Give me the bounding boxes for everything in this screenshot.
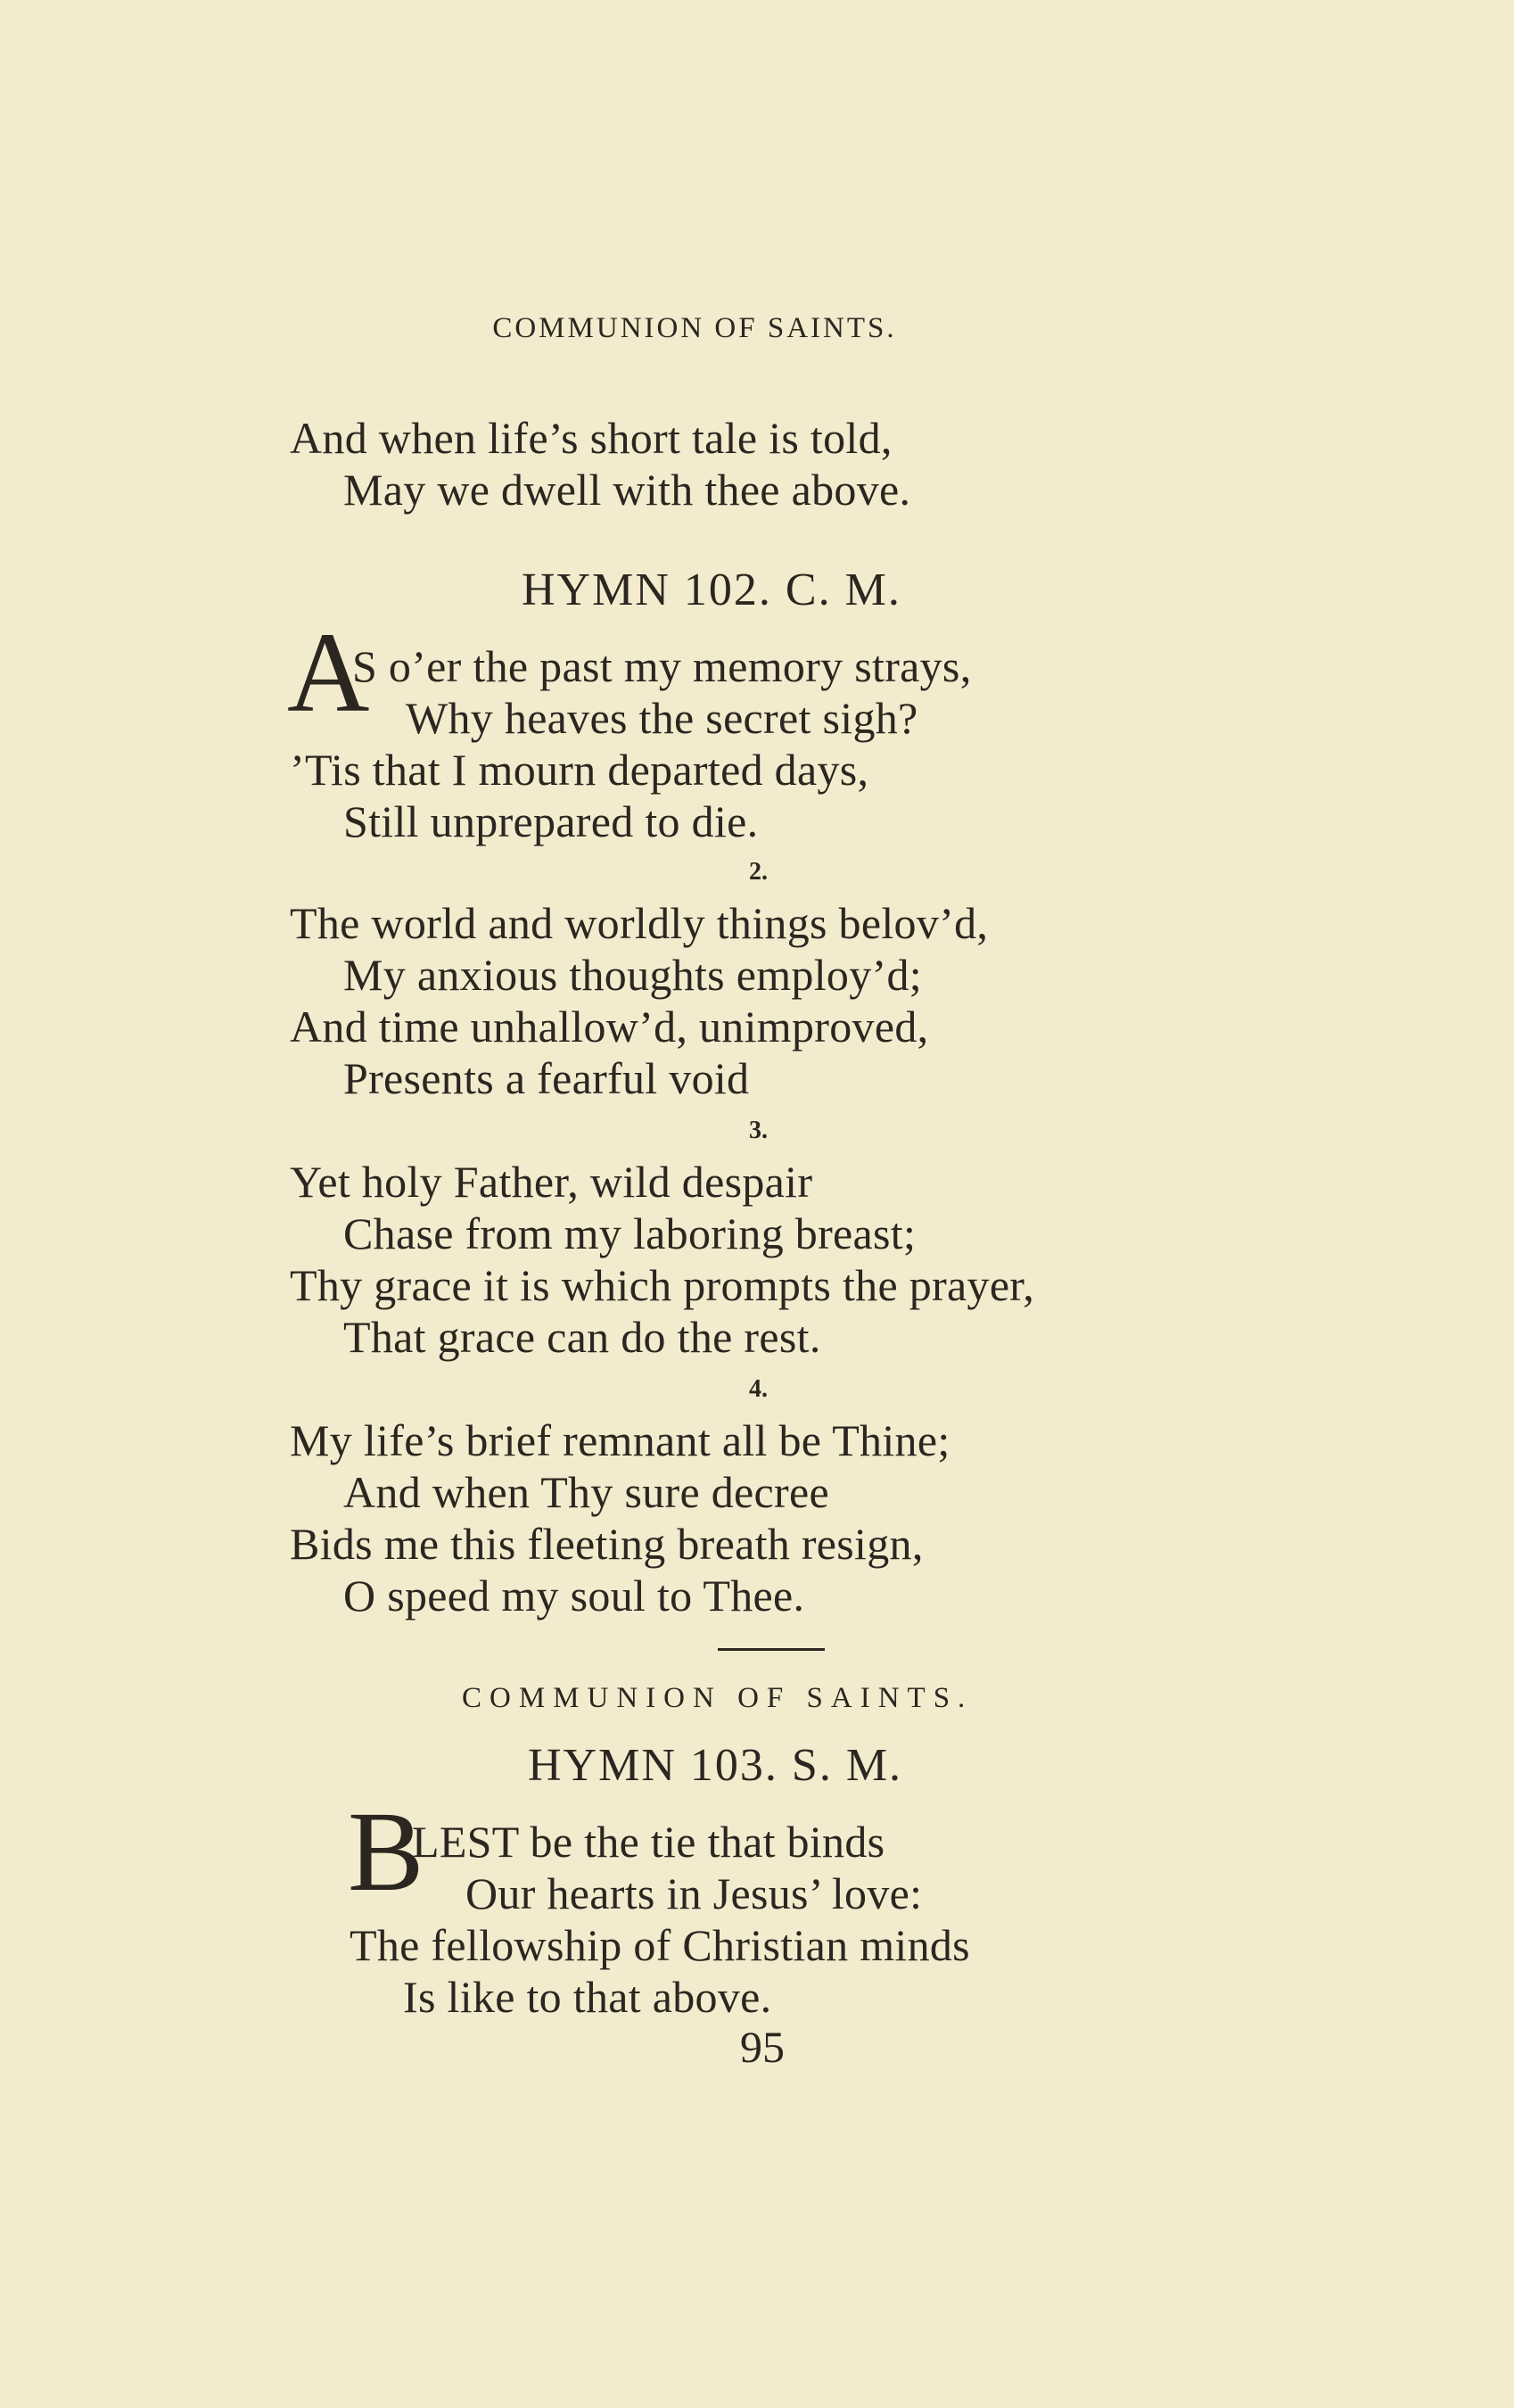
hymn-103-line-2: Our hearts in Jesus’ love: <box>465 1868 923 1918</box>
page-number: 95 <box>740 2022 785 2072</box>
carryover-line-2: May we dwell with thee above. <box>343 465 911 515</box>
hymn-102-line-9: Yet holy Father, wild despair <box>290 1157 813 1207</box>
hymn-102-verse-number-3: 3. <box>749 1117 768 1144</box>
hymn-102-line-1: S o’er the past my memory strays, <box>352 641 972 691</box>
hymn-102-dropcap: A <box>287 609 370 736</box>
hymn-102-line-8: Presents a fearful void <box>343 1053 750 1103</box>
hymn-102-title: HYMN 102. C. M. <box>522 565 901 615</box>
running-head: COMMUNION OF SAINTS. <box>492 312 897 344</box>
hymn-102-line-4: Still unprepared to die. <box>343 796 759 846</box>
hymn-102-line-14: And when Thy sure decree <box>343 1467 829 1517</box>
hymn-102-line-16: O speed my soul to Thee. <box>343 1571 805 1620</box>
hymn-102-line-15: Bids me this fleeting breath resign, <box>290 1519 924 1569</box>
hymn-102-line-5: The world and worldly things belov’d, <box>290 898 989 948</box>
hymn-102-line-7: And time unhallow’d, unimproved, <box>290 1002 929 1051</box>
section-heading: COMMUNION OF SAINTS. <box>462 1682 974 1714</box>
section-divider <box>718 1648 825 1651</box>
hymn-102-line-6: My anxious thoughts employ’d; <box>343 950 922 1000</box>
hymn-103-title: HYMN 103. S. M. <box>528 1740 903 1791</box>
hymn-103-line-1: LEST be the tie that binds <box>412 1817 885 1867</box>
carryover-line-1: And when life’s short tale is told, <box>290 413 893 463</box>
hymn-102-line-12: That grace can do the rest. <box>343 1312 821 1362</box>
hymn-103-line-3: The fellowship of Christian minds <box>350 1920 970 1970</box>
hymn-102-verse-number-2: 2. <box>749 858 768 886</box>
hymn-102-line-13: My life’s brief remnant all be Thine; <box>290 1415 950 1465</box>
hymn-102-line-10: Chase from my laboring breast; <box>343 1208 917 1258</box>
hymn-102-verse-number-4: 4. <box>749 1375 768 1403</box>
hymn-102-line-3: ’Tis that I mourn departed days, <box>290 745 869 795</box>
hymn-103-dropcap: B <box>348 1788 424 1915</box>
hymn-102-line-2: Why heaves the secret sigh? <box>406 693 918 743</box>
hymn-102-line-11: Thy grace it is which prompts the prayer, <box>290 1260 1035 1310</box>
hymn-103-line-4: Is like to that above. <box>403 1972 772 2022</box>
